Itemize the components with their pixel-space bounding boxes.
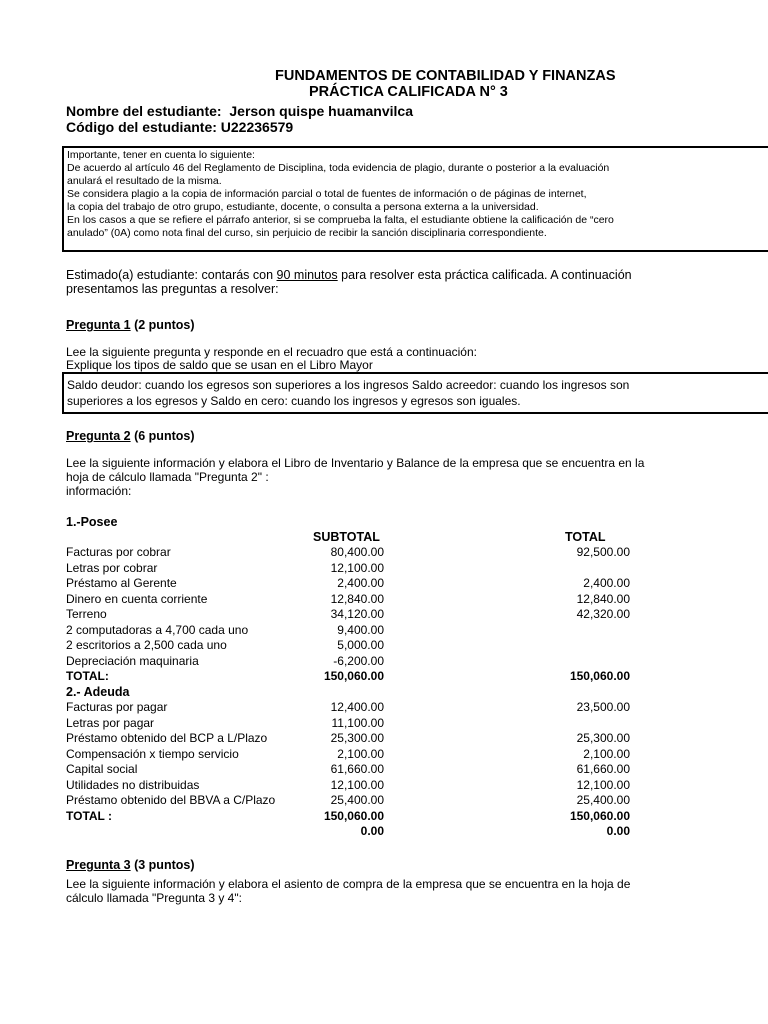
student-code-row [66, 119, 293, 135]
posee-total-row-total: 150,060.00 [569, 669, 630, 683]
question-2-title: Pregunta 2 [66, 429, 131, 443]
student-code-value: U22236579 [220, 119, 294, 135]
adeuda-row-subtotal: 11,100.00 [331, 715, 384, 730]
posee-row-label: 2 computadoras a 4,700 cada uno [66, 622, 249, 637]
adeuda-total-row-subtotal: 150,060.00 [323, 808, 384, 823]
question-3-line-1: Lee la siguiente información y elabora el asiento de compra de la empresa que se encuentra en la hoja de [66, 877, 631, 891]
posee-row-label: Terreno [66, 607, 107, 621]
adeuda-row-subtotal: 12,100.00 [330, 777, 384, 792]
posee-row-label: Facturas por cobrar [66, 545, 171, 559]
question-2-heading [66, 429, 195, 443]
question-2-points: (6 puntos) [130, 429, 195, 443]
adeuda-row-label: Letras por pagar [66, 715, 155, 730]
difference-row-subtotal: 0.00 [360, 824, 384, 838]
adeuda-row-total: 25,300.00 [576, 731, 630, 745]
notice-line: anulado” (0A) como nota final del curso, sin perjuicio de recibir la sanción disciplinaria correspondiente. [67, 227, 547, 239]
notice-line: En los casos a que se refiere el párrafo anterior, si se comprueba la falta, el estudiante obtiene la calificación de “cero [67, 214, 614, 226]
notice-line: la copia del trabajo de otro grupo, estudiante, docente, o consulta a persona externa a la universidad. [67, 201, 539, 213]
time-limit-text: 90 minutos [276, 268, 338, 282]
total-header: TOTAL [565, 530, 606, 544]
notice-line: Se considera plagio a la copia de información parcial o total de fuentes de información o de páginas de internet, [67, 188, 587, 200]
posee-row-total: 2,400.00 [583, 576, 630, 590]
posee-row-subtotal: 34,120.00 [330, 607, 384, 621]
adeuda-row-label: Préstamo obtenido del BBVA a C/Plazo [66, 793, 276, 807]
notice-line: anulará el resultado de la misma. [67, 175, 222, 187]
posee-row-label: 2 escritorios a 2,500 cada uno [66, 638, 227, 652]
posee-row-subtotal: 12,840.00 [330, 591, 384, 606]
intro-text-cont: para resolver esta práctica calificada. A continuación [337, 268, 632, 282]
difference-row-total: 0.00 [606, 824, 630, 838]
adeuda-row-label: Capital social [66, 762, 138, 776]
adeuda-row-label: Compensación x tiempo servicio [66, 746, 239, 761]
adeuda-row-subtotal: 25,400.00 [330, 793, 384, 807]
question-3-line-2: cálculo llamada "Pregunta 3 y 4": [66, 891, 242, 905]
posee-row-label: Dinero en cuenta corriente [66, 591, 208, 606]
posee-heading: 1.-Posee [66, 515, 118, 529]
intro-line-1 [66, 268, 632, 282]
posee-row-subtotal: -6,200.00 [333, 653, 384, 668]
adeuda-heading: 2.- Adeuda [66, 684, 130, 699]
question-1-instruction: Lee la siguiente pregunta y responde en el recuadro que está a continuación: [66, 345, 477, 359]
posee-total-row-subtotal: 150,060.00 [323, 669, 384, 683]
adeuda-row-total: 12,100.00 [576, 777, 630, 792]
adeuda-row-total: 23,500.00 [576, 700, 630, 714]
posee-row-label: Préstamo al Gerente [66, 576, 177, 590]
plagiarism-notice-box [62, 146, 768, 252]
notice-line: Importante, tener en cuenta lo siguiente: [67, 149, 255, 161]
posee-row-subtotal: 9,400.00 [337, 622, 384, 637]
adeuda-row-total: 2,100.00 [583, 746, 630, 761]
student-name-row [66, 103, 413, 119]
posee-row-subtotal: 80,400.00 [330, 545, 384, 559]
page-subtitle: PRÁCTICA CALIFICADA N° 3 [309, 84, 508, 100]
adeuda-row-total: 25,400.00 [576, 793, 630, 807]
subtotal-header: SUBTOTAL [313, 530, 380, 544]
adeuda-total-row-total: 150,060.00 [569, 808, 630, 823]
posee-row-subtotal: 2,400.00 [337, 576, 384, 590]
question-2-line-3: información: [66, 484, 132, 498]
adeuda-row-label: Facturas por pagar [66, 700, 168, 714]
posee-row-label: Depreciación maquinaria [66, 653, 199, 668]
student-name-label: Nombre del estudiante: [66, 103, 222, 119]
question-3-points: (3 puntos) [130, 858, 195, 872]
student-name-value: Jerson quispe huamanvilca [229, 103, 413, 119]
notice-line: De acuerdo al artículo 46 del Reglamento de Disciplina, toda evidencia de plagio, durante o posterior a la evaluación [67, 162, 610, 174]
adeuda-row-subtotal: 2,100.00 [337, 746, 384, 761]
question-1-answer-box[interactable] [62, 372, 768, 414]
adeuda-row-total: 61,660.00 [576, 762, 630, 776]
answer-line: Saldo deudor: cuando los egresos son superiores a los ingresos Saldo acreedor: cuando los ingresos son [67, 378, 630, 392]
adeuda-total-row-label: TOTAL : [66, 808, 112, 823]
question-1-heading [66, 318, 195, 332]
intro-text: Estimado(a) estudiante: contarás con [66, 268, 277, 282]
posee-row-total: 42,320.00 [576, 607, 630, 621]
intro-line-2: presentamos las preguntas a resolver: [66, 282, 279, 296]
posee-row-label: Letras por cobrar [66, 560, 158, 575]
question-2-line-2: hoja de cálculo llamada "Pregunta 2" : [66, 470, 269, 484]
question-2-line-1: Lee la siguiente información y elabora el Libro de Inventario y Balance de la empresa que se encuentra en la [66, 456, 645, 470]
posee-row-total: 92,500.00 [576, 545, 630, 559]
answer-line: superiores a los egresos y Saldo en cero: cuando los ingresos y egresos son iguales. [67, 394, 521, 408]
posee-row-subtotal: 12,100.00 [330, 560, 384, 575]
posee-row-subtotal: 5,000.00 [337, 638, 384, 652]
question-3-heading [66, 858, 195, 872]
adeuda-row-label: Utilidades no distribuidas [66, 777, 200, 792]
adeuda-row-subtotal: 61,660.00 [330, 762, 384, 776]
question-1-title: Pregunta 1 [66, 318, 131, 332]
student-code-label: Código del estudiante: [66, 119, 217, 135]
question-3-title: Pregunta 3 [66, 858, 131, 872]
adeuda-row-subtotal: 25,300.00 [330, 731, 384, 745]
posee-total-row-label: TOTAL: [66, 669, 109, 683]
posee-row-total: 12,840.00 [576, 591, 630, 606]
question-1-points: (2 puntos) [130, 318, 195, 332]
adeuda-row-label: Préstamo obtenido del BCP a L/Plazo [66, 731, 268, 745]
page-title: FUNDAMENTOS DE CONTABILIDAD Y FINANZAS [275, 68, 616, 84]
adeuda-row-subtotal: 12,400.00 [330, 700, 384, 714]
question-1-prompt: Explique los tipos de saldo que se usan en el Libro Mayor [66, 358, 373, 372]
